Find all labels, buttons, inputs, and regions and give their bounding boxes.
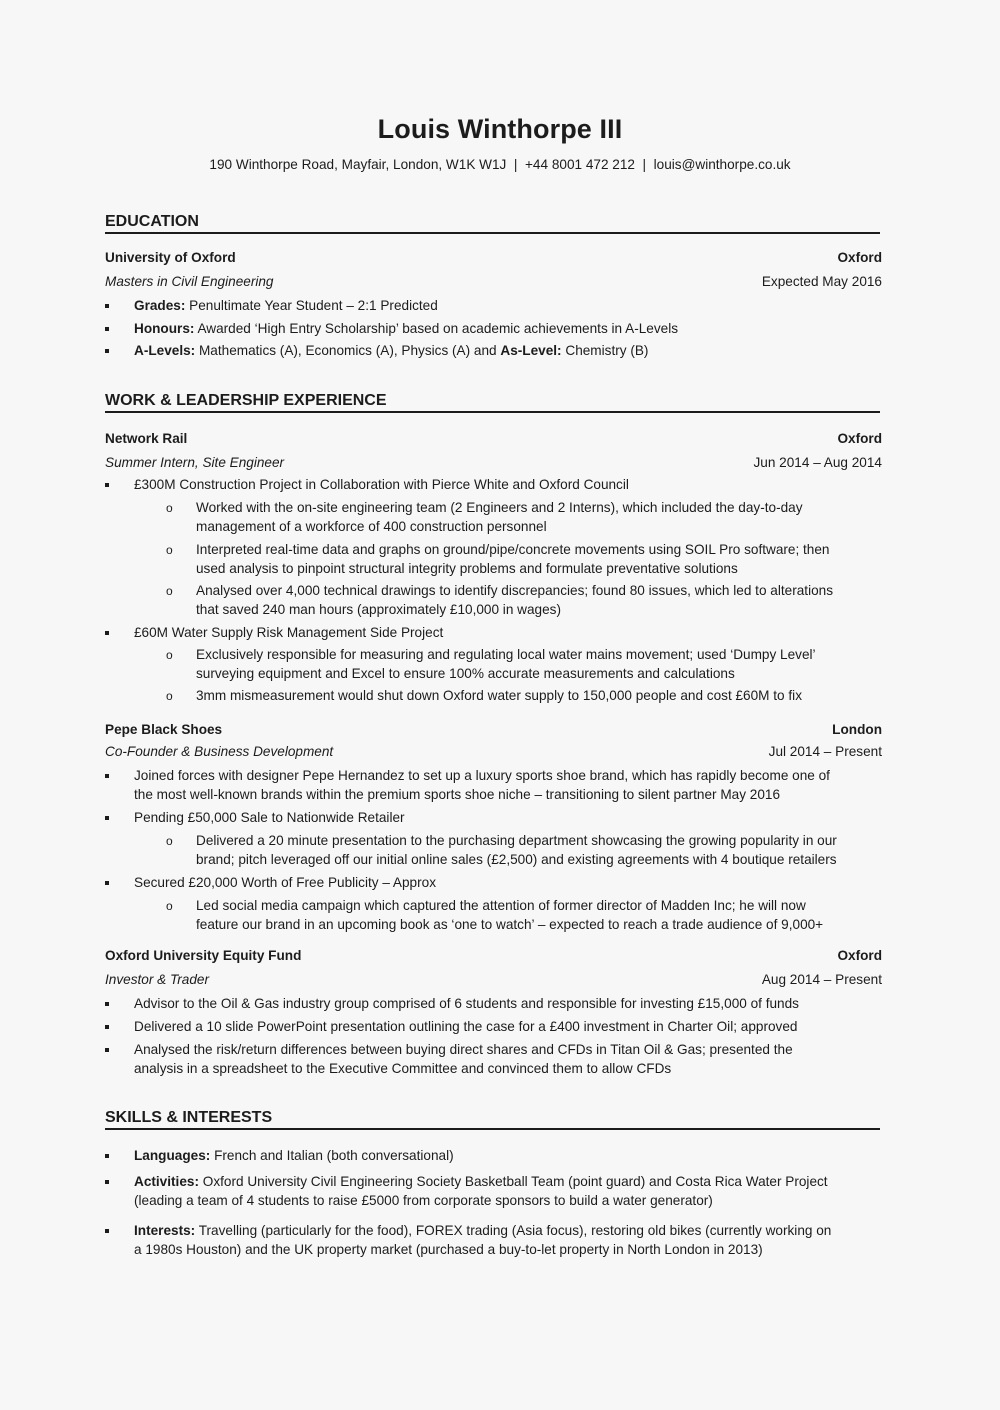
bullet-line: Joined forces with designer Pepe Hernandez to set up a luxury sports shoe brand, which has rapidly become one of bbox=[134, 768, 830, 783]
employer-location: Oxford bbox=[837, 948, 882, 963]
job-dates: Aug 2014 – Present bbox=[761, 972, 882, 987]
sub-bullet-line: Delivered a 20 minute presentation to the purchasing department showcasing the growing popularity in our bbox=[196, 833, 837, 848]
candidate-name: Louis Winthorpe III bbox=[377, 114, 623, 144]
sub-bullet-line: used analysis to pinpoint structural integrity problems and formulate preventative solutions bbox=[196, 560, 738, 576]
bullet-text: Chemistry (B) bbox=[561, 343, 649, 358]
degree: Masters in Civil Engineering bbox=[105, 274, 274, 289]
job-title: Co-Founder & Business Development bbox=[105, 744, 334, 759]
bullet-text: Pending £50,000 Sale to Nationwide Retailer bbox=[134, 810, 405, 825]
bullet-text: Awarded ‘High Entry Scholarship’ based on academic achievements in A-Levels bbox=[194, 321, 679, 336]
job-title: Investor & Trader bbox=[105, 972, 210, 987]
section-divider bbox=[105, 232, 880, 234]
bullet-text: Delivered a 10 slide PowerPoint presentation outlining the case for a £400 investment in Charter Oil; approved bbox=[134, 1019, 798, 1034]
bullet-label: Grades: bbox=[134, 298, 186, 313]
sub-bullet-line: management of a workforce of 400 construction personnel bbox=[196, 518, 547, 534]
sub-bullet-line: feature our brand in an upcoming book as ‘one to watch’ – expected to reach a trade audience of 9,000+ bbox=[196, 916, 824, 932]
bullet-label: Honours: bbox=[134, 321, 195, 336]
circle-bullet-icon: o bbox=[166, 584, 173, 598]
employer-name: Oxford University Equity Fund bbox=[105, 948, 302, 963]
bullet-label: Languages: bbox=[134, 1148, 211, 1163]
bullet-line: (leading a team of 4 students to raise £5000 from corporate sponsors to build a water generator) bbox=[134, 1192, 713, 1208]
bullet-line: analysis in a spreadsheet to the Executive Committee and convinced them to allow CFDs bbox=[134, 1060, 672, 1076]
school-location: Oxford bbox=[837, 250, 882, 265]
bullet-text: Advisor to the Oil & Gas industry group comprised of 6 students and responsible for investing £15,000 of funds bbox=[134, 996, 799, 1011]
employer-location: London bbox=[832, 722, 882, 737]
bullet-text: £300M Construction Project in Collaboration with Pierce White and Oxford Council bbox=[134, 477, 629, 492]
sub-bullet-line: Interpreted real-time data and graphs on ground/pipe/concrete movements using SOIL Pro software; then bbox=[196, 542, 830, 557]
bullet-line: the most well-known brands within the premium sports shoe niche – transitioning to silent partner May 2016 bbox=[134, 786, 781, 802]
contact-line: 190 Winthorpe Road, Mayfair, London, W1K W1J | +44 8001 472 212 | louis@winthorpe.co.uk bbox=[209, 157, 791, 172]
job-title: Summer Intern, Site Engineer bbox=[105, 455, 285, 470]
bullet-text: Mathematics (A), Economics (A), Physics (A) and bbox=[195, 343, 501, 358]
circle-bullet-icon: o bbox=[166, 689, 173, 703]
sub-bullet-line: that saved 240 man hours (approximately £10,000 in wages) bbox=[196, 601, 561, 617]
bullet-line: a 1980s Houston) and the UK property market (purchased a buy-to-let property in North London in 2013) bbox=[134, 1241, 763, 1257]
circle-bullet-icon: o bbox=[166, 648, 173, 662]
sub-bullet-line: 3mm mismeasurement would shut down Oxford water supply to 150,000 people and cost £60M to fix bbox=[196, 688, 802, 703]
circle-bullet-icon: o bbox=[166, 501, 173, 515]
employer-location: Oxford bbox=[837, 431, 882, 446]
section-title-education: EDUCATION bbox=[105, 213, 199, 230]
bullet-text: French and Italian (both conversational) bbox=[210, 1148, 454, 1163]
bullet-text: Secured £20,000 Worth of Free Publicity – Approx bbox=[134, 875, 437, 890]
employer-name: Pepe Black Shoes bbox=[105, 722, 223, 737]
education-date: Expected May 2016 bbox=[761, 274, 882, 289]
bullet-text: Travelling (particularly for the food), FOREX trading (Asia focus), restoring old bikes (currently working on bbox=[195, 1223, 832, 1238]
bullet-text: Penultimate Year Student – 2:1 Predicted bbox=[185, 298, 438, 313]
section-title-work: WORK & LEADERSHIP EXPERIENCE bbox=[105, 392, 387, 409]
sub-bullet-line: Analysed over 4,000 technical drawings to identify discrepancies; found 80 issues, which led to alterations bbox=[196, 583, 834, 598]
school-name: University of Oxford bbox=[105, 250, 236, 265]
sub-bullet-line: brand; pitch leveraged off our initial online sales (£2,500) and existing agreements with 4 boutique retailers bbox=[196, 851, 837, 867]
bullet-text: £60M Water Supply Risk Management Side Project bbox=[134, 625, 444, 640]
sub-bullet-line: surveying equipment and Excel to ensure 100% accurate measurements and calculations bbox=[196, 665, 735, 681]
sub-bullet-line: Led social media campaign which captured the attention of former director of Madden Inc; he will now bbox=[196, 898, 806, 913]
circle-bullet-icon: o bbox=[166, 543, 173, 557]
bullet-label: A-Levels: bbox=[134, 343, 196, 358]
sub-bullet-line: Exclusively responsible for measuring and regulating local water mains movement; used ‘Dumpy Level’ bbox=[196, 647, 816, 662]
sub-bullet-line: Worked with the on-site engineering team (2 Engineers and 2 Interns), which included the day-to-day bbox=[196, 500, 803, 515]
job-dates: Jul 2014 – Present bbox=[768, 744, 882, 759]
section-divider bbox=[105, 411, 880, 413]
section-divider bbox=[105, 1128, 880, 1130]
bullet-label: Interests: bbox=[134, 1223, 196, 1238]
section-title-skills: SKILLS & INTERESTS bbox=[105, 1109, 273, 1126]
circle-bullet-icon: o bbox=[166, 899, 173, 913]
circle-bullet-icon: o bbox=[166, 834, 173, 848]
bullet-label: Activities: bbox=[134, 1174, 199, 1189]
bullet-line: Analysed the risk/return differences between buying direct shares and CFDs in Titan Oil & Gas; presented the bbox=[134, 1042, 793, 1057]
bullet-label: As-Level: bbox=[500, 343, 562, 358]
bullet-text: Oxford University Civil Engineering Society Basketball Team (point guard) and Costa Rica Water Project bbox=[198, 1174, 828, 1189]
employer-name: Network Rail bbox=[105, 431, 188, 446]
job-dates: Jun 2014 – Aug 2014 bbox=[753, 455, 882, 470]
